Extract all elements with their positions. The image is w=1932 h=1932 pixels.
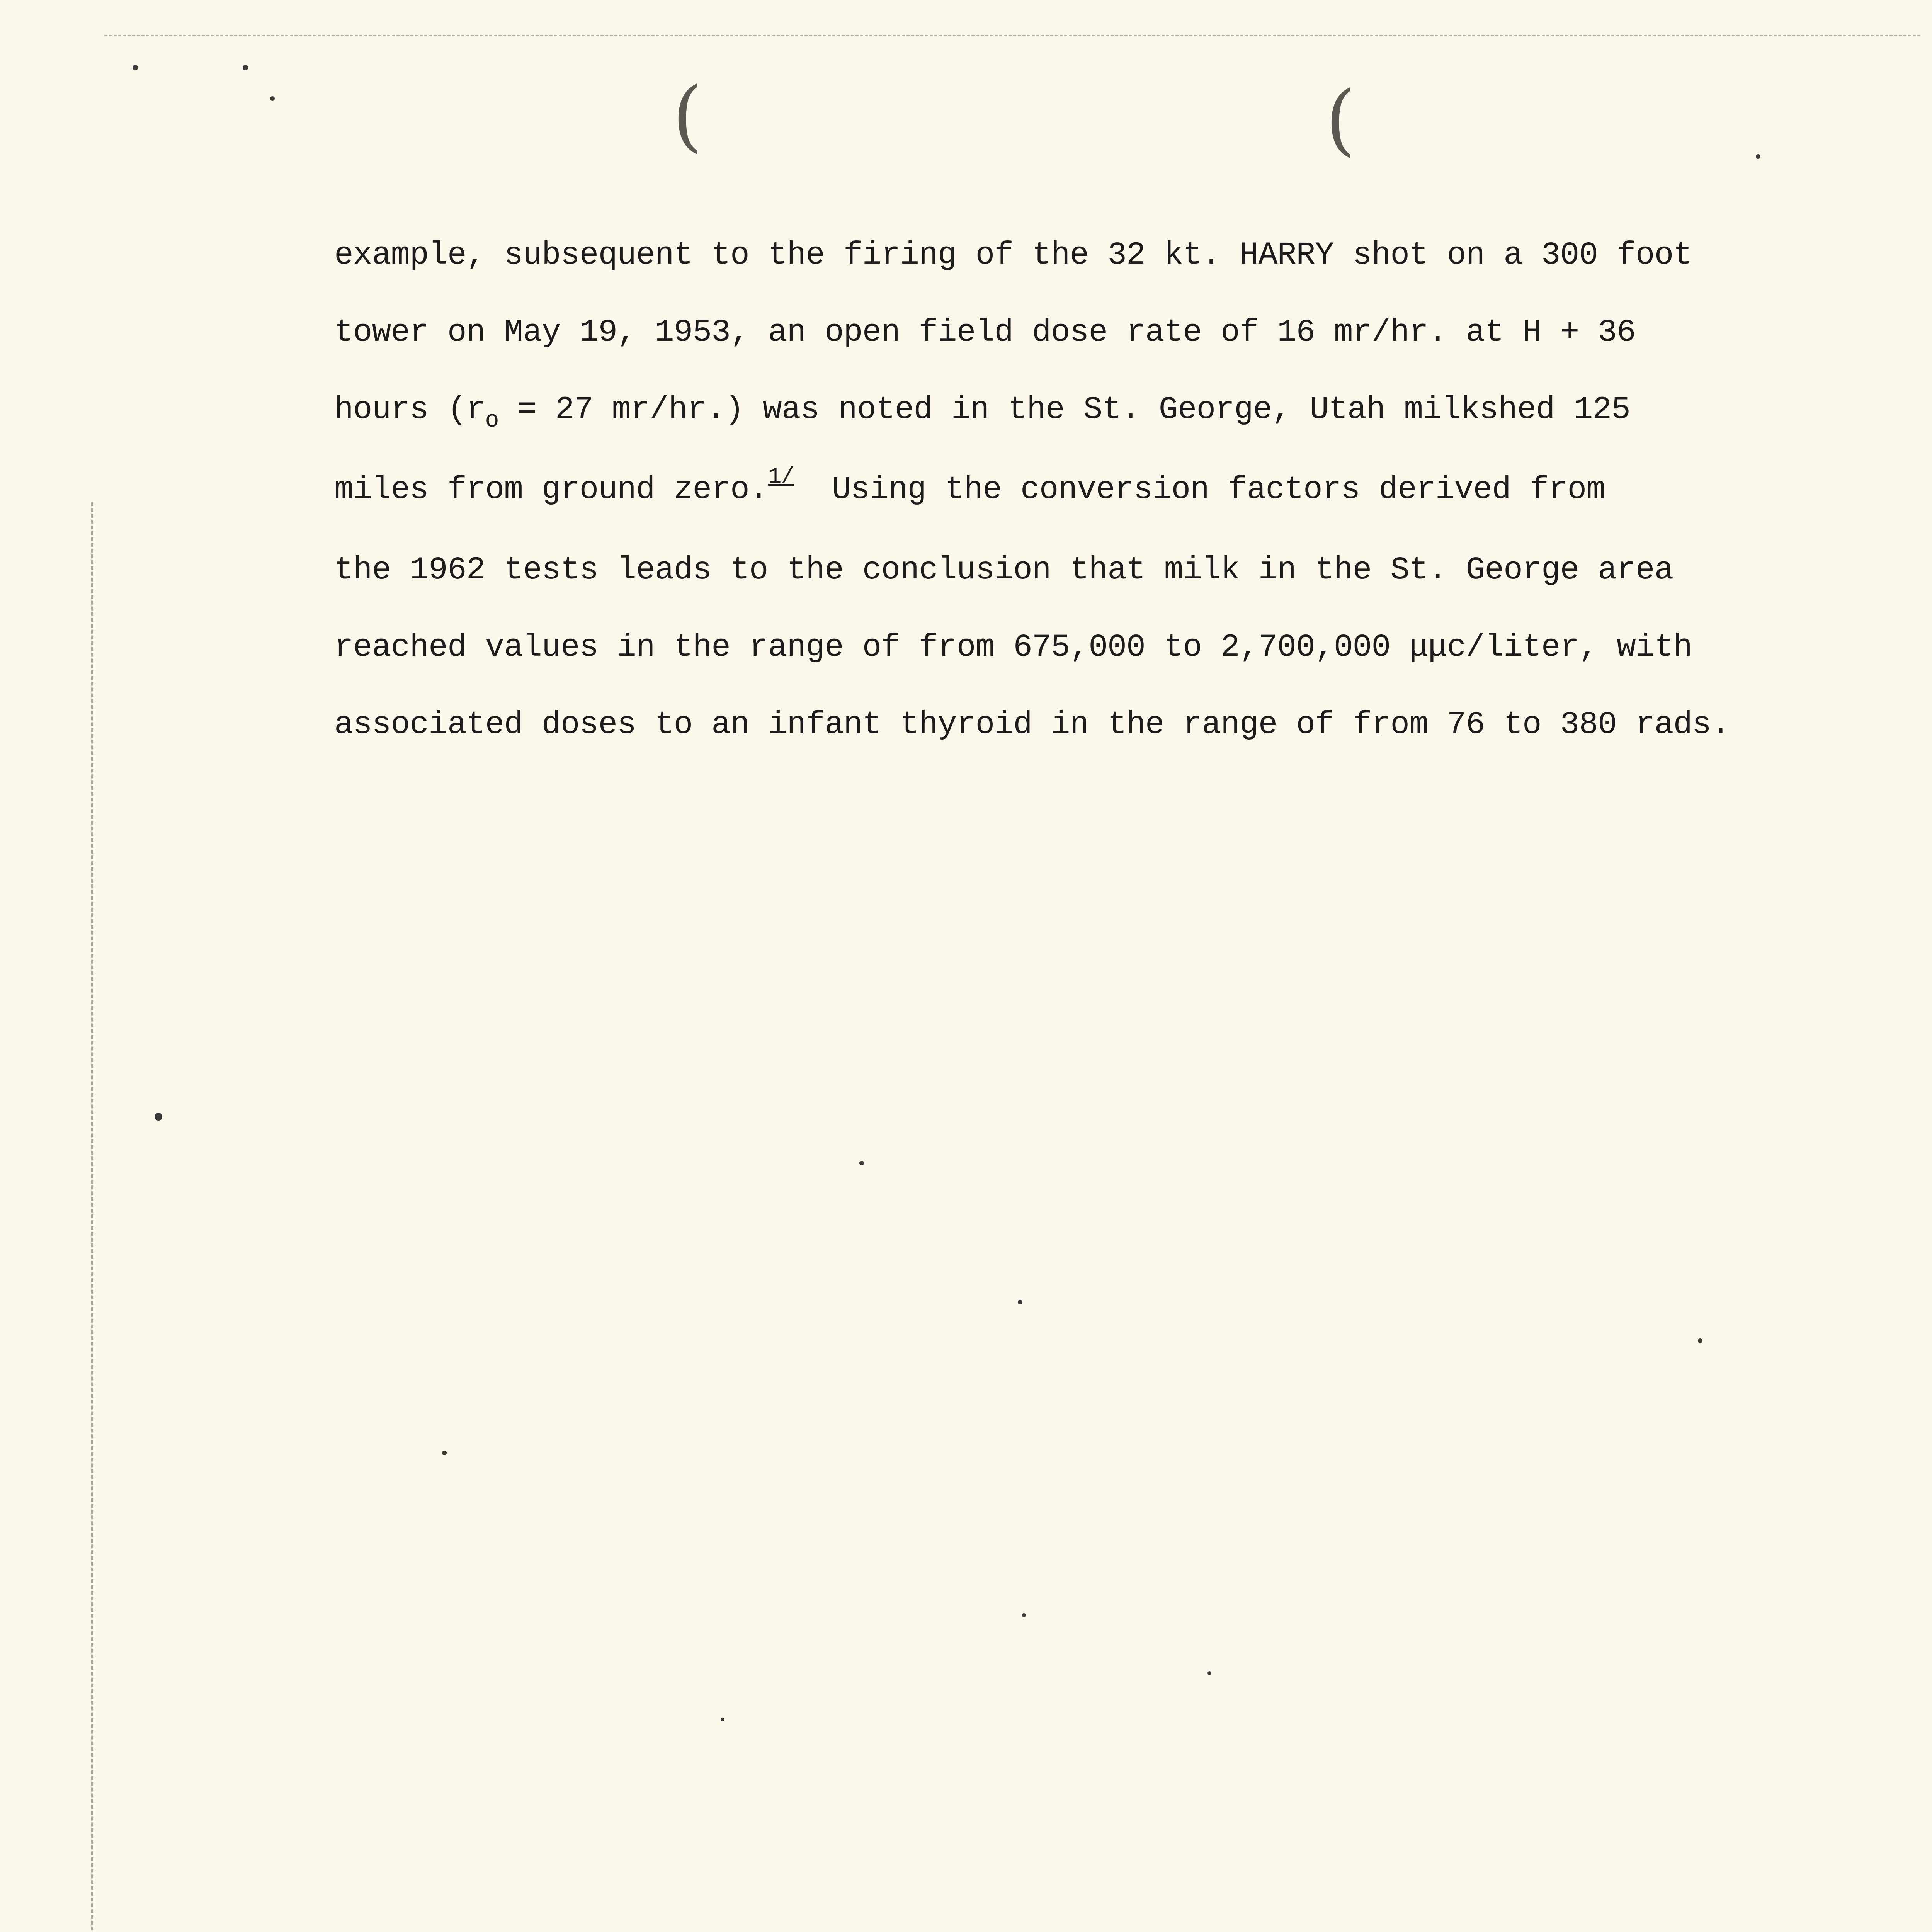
- subscript-text: o: [485, 408, 499, 434]
- punch-hole-mark-icon: (: [1325, 75, 1356, 165]
- body-paragraph: [334, 216, 1803, 763]
- body-line: [334, 371, 1803, 451]
- body-line-text: = 27 mr/hr.) was noted in the St. George, Utah milkshed 125: [498, 391, 1630, 428]
- body-line-text: miles from ground zero.: [334, 471, 768, 508]
- body-line: the 1962 tests leads to the conclusion that milk in the St. George area: [334, 552, 1673, 588]
- body-line: example, subsequent to the firing of the 32 kt. HARRY shot on a 300 foot: [334, 237, 1692, 273]
- body-line: tower on May 19, 1953, an open field dose rate of 16 mr/hr. at H + 36: [334, 314, 1636, 350]
- body-line: associated doses to an infant thyroid in the range of from 76 to 380 rads.: [334, 706, 1730, 743]
- body-line-text: Using the conversion factors derived from: [794, 471, 1605, 508]
- body-line-text: hours (r: [334, 391, 485, 428]
- punch-hole-mark-icon: (: [672, 71, 703, 161]
- footnote-reference: 1/: [768, 464, 794, 490]
- body-line: [334, 451, 1803, 531]
- body-line: reached values in the range of from 675,000 to 2,700,000 μμc/liter, with: [334, 629, 1692, 665]
